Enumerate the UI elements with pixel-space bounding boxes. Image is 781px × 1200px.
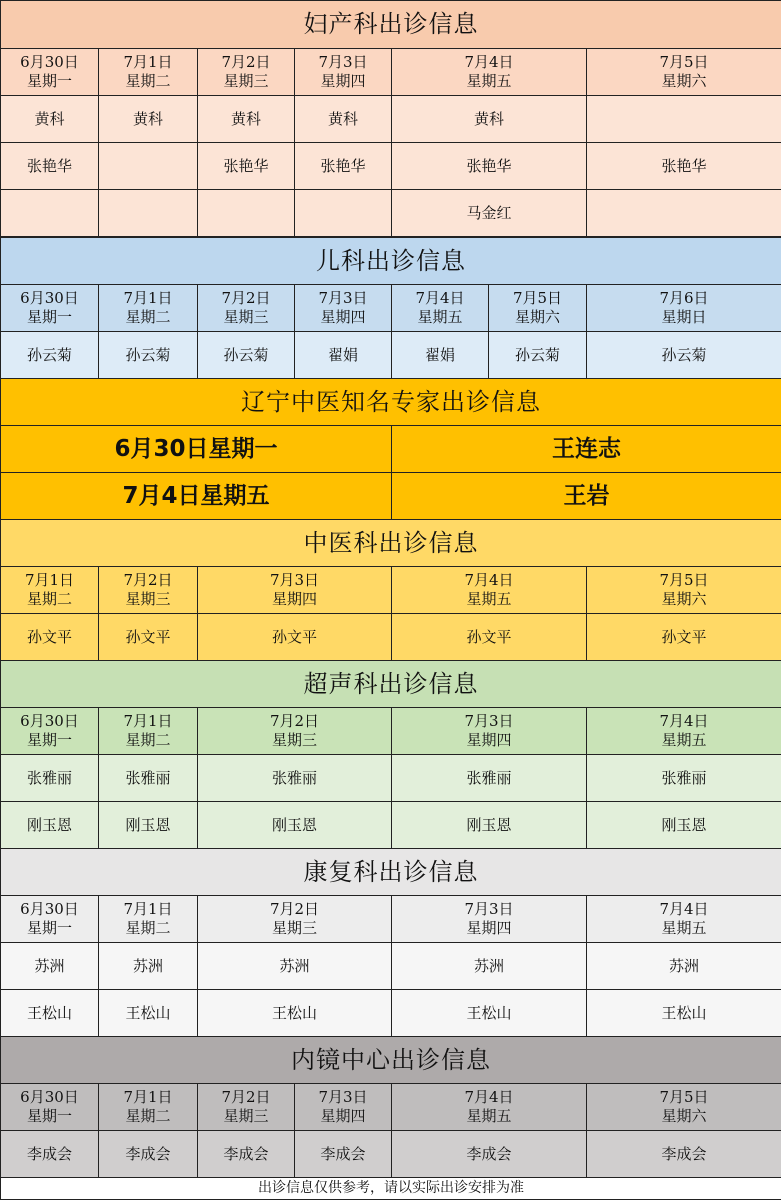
obgyn-date-header bbox=[391, 48, 587, 96]
rehab-date-header bbox=[586, 895, 781, 943]
pediatrics-doctor-cell: 孙云菊 bbox=[586, 331, 781, 379]
date-label: 7月4日 bbox=[464, 1088, 514, 1106]
pediatrics-date-header bbox=[98, 284, 198, 332]
weekday-label: 星期三 bbox=[271, 919, 317, 937]
date-label: 7月1日 bbox=[123, 712, 173, 730]
ultrasound-doctor-cell: 刚玉恩 bbox=[586, 801, 781, 849]
weekday-label: 星期三 bbox=[271, 731, 317, 749]
rehab-doctor-cell: 王松山 bbox=[197, 989, 392, 1037]
tcm-title: 中医科出诊信息 bbox=[0, 519, 781, 567]
obgyn-date-header bbox=[586, 48, 781, 96]
weekday-label: 星期一 bbox=[26, 72, 72, 90]
obgyn-doctor-cell: 马金红 bbox=[391, 189, 587, 237]
obgyn-doctor-cell: 黄科 bbox=[0, 95, 99, 143]
weekday-label: 星期三 bbox=[125, 590, 171, 608]
endoscopy-title: 内镜中心出诊信息 bbox=[0, 1036, 781, 1084]
rehab-doctor-cell: 苏洲 bbox=[586, 942, 781, 990]
date-label: 7月2日 bbox=[221, 289, 271, 307]
rehab-doctor-cell: 苏洲 bbox=[98, 942, 198, 990]
rehab-doctor-cell: 王松山 bbox=[0, 989, 99, 1037]
obgyn-date-header bbox=[0, 48, 99, 96]
pediatrics-date-header bbox=[586, 284, 781, 332]
weekday-label: 星期二 bbox=[125, 72, 171, 90]
date-label: 7月2日 bbox=[269, 712, 320, 730]
tcm-doctor-cell: 孙文平 bbox=[586, 613, 781, 661]
rehab-doctor-cell: 苏洲 bbox=[197, 942, 392, 990]
date-label: 7月2日 bbox=[269, 900, 320, 918]
date-label: 7月1日 bbox=[123, 289, 173, 307]
rehab-doctor-cell: 苏洲 bbox=[391, 942, 587, 990]
tcm-doctor-cell: 孙文平 bbox=[197, 613, 392, 661]
date-label: 7月1日 bbox=[123, 900, 173, 918]
weekday-label: 星期一 bbox=[26, 1107, 72, 1125]
footer-note: 出诊信息仅供参考，请以实际出诊安排为准 bbox=[0, 1177, 781, 1200]
date-label: 7月4日 bbox=[415, 289, 465, 307]
weekday-label: 星期一 bbox=[26, 919, 72, 937]
tcm-date-header bbox=[586, 566, 781, 614]
rehab-date-header bbox=[391, 895, 587, 943]
pediatrics-date-header bbox=[197, 284, 295, 332]
obgyn-doctor-cell: 黄科 bbox=[197, 95, 295, 143]
weekday-label: 星期六 bbox=[661, 72, 707, 90]
ultrasound-doctor-cell: 刚玉恩 bbox=[98, 801, 198, 849]
rehab-doctor-cell: 王松山 bbox=[391, 989, 587, 1037]
obgyn-doctor-cell bbox=[586, 95, 781, 143]
obgyn-doctor-cell: 黄科 bbox=[391, 95, 587, 143]
expert-day: 6月30日星期一 bbox=[0, 425, 392, 473]
rehab-date-header bbox=[0, 895, 99, 943]
endoscopy-date-header bbox=[0, 1083, 99, 1131]
tcm-doctor-cell: 孙文平 bbox=[98, 613, 198, 661]
experts-title: 辽宁中医知名专家出诊信息 bbox=[0, 378, 781, 426]
obgyn-doctor-cell bbox=[98, 142, 198, 190]
endoscopy-date-header bbox=[98, 1083, 198, 1131]
weekday-label: 星期四 bbox=[466, 731, 512, 749]
weekday-label: 星期二 bbox=[26, 590, 72, 608]
endoscopy-doctor-cell: 李成会 bbox=[294, 1130, 392, 1178]
obgyn-date-header bbox=[294, 48, 392, 96]
obgyn-date-header bbox=[197, 48, 295, 96]
obgyn-doctor-cell: 张艳华 bbox=[0, 142, 99, 190]
date-label: 7月3日 bbox=[269, 571, 320, 589]
tcm-doctor-cell: 孙文平 bbox=[391, 613, 587, 661]
date-label: 7月3日 bbox=[464, 712, 514, 730]
date-label: 7月2日 bbox=[123, 571, 173, 589]
obgyn-doctor-cell bbox=[98, 189, 198, 237]
date-label: 7月6日 bbox=[659, 289, 709, 307]
ultrasound-date-header bbox=[0, 707, 99, 755]
obgyn-doctor-cell: 张艳华 bbox=[294, 142, 392, 190]
tcm-date-header bbox=[391, 566, 587, 614]
obgyn-doctor-cell bbox=[197, 189, 295, 237]
weekday-label: 星期二 bbox=[125, 308, 171, 326]
ultrasound-doctor-cell: 张雅丽 bbox=[391, 754, 587, 802]
expert-doctor: 王连志 bbox=[391, 425, 781, 473]
obgyn-doctor-cell: 黄科 bbox=[98, 95, 198, 143]
expert-day: 7月4日星期五 bbox=[0, 472, 392, 520]
endoscopy-doctor-cell: 李成会 bbox=[197, 1130, 295, 1178]
obgyn-doctor-cell bbox=[294, 189, 392, 237]
date-label: 7月3日 bbox=[318, 1088, 368, 1106]
date-label: 7月1日 bbox=[123, 1088, 173, 1106]
endoscopy-doctor-cell: 李成会 bbox=[0, 1130, 99, 1178]
obgyn-title: 妇产科出诊信息 bbox=[0, 0, 781, 49]
date-label: 7月3日 bbox=[318, 289, 368, 307]
date-label: 6月30日 bbox=[20, 289, 79, 307]
date-label: 7月3日 bbox=[464, 900, 514, 918]
weekday-label: 星期三 bbox=[223, 72, 269, 90]
ultrasound-doctor-cell: 张雅丽 bbox=[0, 754, 99, 802]
weekday-label: 星期五 bbox=[661, 731, 707, 749]
weekday-label: 星期六 bbox=[661, 590, 707, 608]
weekday-label: 星期四 bbox=[320, 308, 366, 326]
rehab-title: 康复科出诊信息 bbox=[0, 848, 781, 896]
ultrasound-date-header bbox=[197, 707, 392, 755]
ultrasound-date-header bbox=[98, 707, 198, 755]
rehab-doctor-cell: 王松山 bbox=[586, 989, 781, 1037]
date-label: 7月5日 bbox=[659, 1088, 709, 1106]
weekday-label: 星期四 bbox=[320, 72, 366, 90]
weekday-label: 星期五 bbox=[466, 590, 512, 608]
date-label: 7月1日 bbox=[123, 53, 173, 71]
weekday-label: 星期二 bbox=[125, 1107, 171, 1125]
date-label: 7月4日 bbox=[659, 712, 709, 730]
date-label: 7月1日 bbox=[24, 571, 75, 589]
pediatrics-doctor-cell: 翟娟 bbox=[294, 331, 392, 379]
weekday-label: 星期四 bbox=[320, 1107, 366, 1125]
pediatrics-date-header bbox=[0, 284, 99, 332]
date-label: 6月30日 bbox=[20, 53, 79, 71]
weekday-label: 星期一 bbox=[26, 731, 72, 749]
pediatrics-title: 儿科出诊信息 bbox=[0, 237, 781, 285]
pediatrics-date-header bbox=[488, 284, 587, 332]
obgyn-doctor-cell: 张艳华 bbox=[391, 142, 587, 190]
pediatrics-doctor-cell: 孙云菊 bbox=[0, 331, 99, 379]
ultrasound-date-header bbox=[586, 707, 781, 755]
date-label: 7月4日 bbox=[464, 571, 514, 589]
weekday-label: 星期三 bbox=[223, 308, 269, 326]
tcm-doctor-cell: 孙文平 bbox=[0, 613, 99, 661]
weekday-label: 星期六 bbox=[661, 1107, 707, 1125]
rehab-doctor-cell: 王松山 bbox=[98, 989, 198, 1037]
weekday-label: 星期五 bbox=[466, 1107, 512, 1125]
weekday-label: 星期四 bbox=[466, 919, 512, 937]
pediatrics-date-header bbox=[294, 284, 392, 332]
date-label: 7月2日 bbox=[221, 1088, 271, 1106]
rehab-doctor-cell: 苏洲 bbox=[0, 942, 99, 990]
date-label: 6月30日 bbox=[20, 1088, 79, 1106]
pediatrics-doctor-cell: 孙云菊 bbox=[98, 331, 198, 379]
weekday-label: 星期二 bbox=[125, 919, 171, 937]
obgyn-doctor-cell: 黄科 bbox=[294, 95, 392, 143]
ultrasound-date-header bbox=[391, 707, 587, 755]
endoscopy-date-header bbox=[586, 1083, 781, 1131]
endoscopy-doctor-cell: 李成会 bbox=[586, 1130, 781, 1178]
ultrasound-doctor-cell: 张雅丽 bbox=[586, 754, 781, 802]
ultrasound-doctor-cell: 刚玉恩 bbox=[197, 801, 392, 849]
date-label: 6月30日 bbox=[20, 712, 79, 730]
pediatrics-doctor-cell: 孙云菊 bbox=[197, 331, 295, 379]
date-label: 7月4日 bbox=[464, 53, 514, 71]
date-label: 7月5日 bbox=[659, 53, 709, 71]
weekday-label: 星期一 bbox=[26, 308, 72, 326]
obgyn-date-header bbox=[98, 48, 198, 96]
ultrasound-doctor-cell: 张雅丽 bbox=[98, 754, 198, 802]
date-label: 7月2日 bbox=[221, 53, 271, 71]
obgyn-doctor-cell: 张艳华 bbox=[586, 142, 781, 190]
weekday-label: 星期六 bbox=[514, 308, 560, 326]
date-label: 7月3日 bbox=[318, 53, 368, 71]
weekday-label: 星期二 bbox=[125, 731, 171, 749]
pediatrics-date-header bbox=[391, 284, 489, 332]
ultrasound-doctor-cell: 刚玉恩 bbox=[391, 801, 587, 849]
endoscopy-date-header bbox=[197, 1083, 295, 1131]
weekday-label: 星期四 bbox=[271, 590, 317, 608]
endoscopy-doctor-cell: 李成会 bbox=[98, 1130, 198, 1178]
expert-doctor: 王岩 bbox=[391, 472, 781, 520]
rehab-date-header bbox=[98, 895, 198, 943]
endoscopy-date-header bbox=[294, 1083, 392, 1131]
pediatrics-doctor-cell: 翟娟 bbox=[391, 331, 489, 379]
date-label: 7月5日 bbox=[659, 571, 709, 589]
ultrasound-doctor-cell: 刚玉恩 bbox=[0, 801, 99, 849]
obgyn-doctor-cell bbox=[0, 189, 99, 237]
weekday-label: 星期五 bbox=[417, 308, 463, 326]
endoscopy-date-header bbox=[391, 1083, 587, 1131]
date-label: 7月5日 bbox=[512, 289, 563, 307]
obgyn-doctor-cell: 张艳华 bbox=[197, 142, 295, 190]
weekday-label: 星期五 bbox=[661, 919, 707, 937]
weekday-label: 星期五 bbox=[466, 72, 512, 90]
tcm-date-header bbox=[98, 566, 198, 614]
obgyn-doctor-cell bbox=[586, 189, 781, 237]
tcm-date-header bbox=[197, 566, 392, 614]
date-label: 6月30日 bbox=[20, 900, 79, 918]
rehab-date-header bbox=[197, 895, 392, 943]
tcm-date-header bbox=[0, 566, 99, 614]
weekday-label: 星期日 bbox=[661, 308, 707, 326]
endoscopy-doctor-cell: 李成会 bbox=[391, 1130, 587, 1178]
pediatrics-doctor-cell: 孙云菊 bbox=[488, 331, 587, 379]
date-label: 7月4日 bbox=[659, 900, 709, 918]
ultrasound-title: 超声科出诊信息 bbox=[0, 660, 781, 708]
weekday-label: 星期三 bbox=[223, 1107, 269, 1125]
ultrasound-doctor-cell: 张雅丽 bbox=[197, 754, 392, 802]
